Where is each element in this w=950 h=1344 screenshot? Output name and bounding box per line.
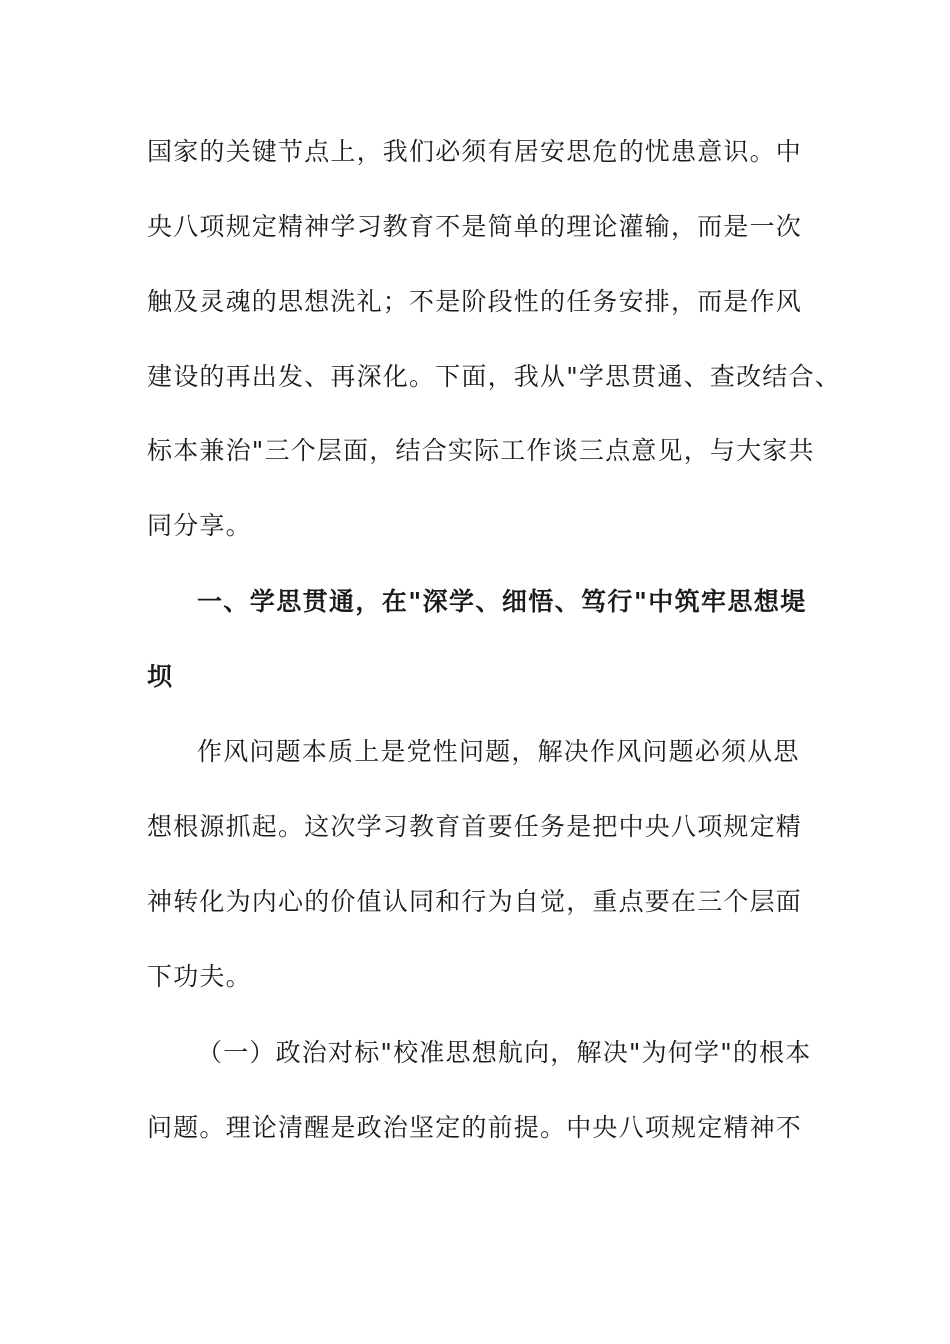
text-line: 国家的关键节点上，我们必须有居安思危的忧患意识。中 xyxy=(147,137,803,166)
text-line: 建设的再出发、再深化。下面，我从"学思贯通、查改结合、 xyxy=(147,362,841,391)
text-line: 触及灵魂的思想洗礼；不是阶段性的任务安排，而是作风 xyxy=(147,287,803,316)
text-line: 作风问题本质上是党性问题，解决作风问题必须从思 xyxy=(197,737,800,766)
text-line: 想根源抓起。这次学习教育首要任务是把中央八项规定精 xyxy=(147,812,803,841)
text-line: 同分享。 xyxy=(147,511,252,540)
heading-line: 一、学思贯通，在"深学、细悟、笃行"中筑牢思想堤 xyxy=(197,587,807,616)
heading-line: 坝 xyxy=(147,662,174,691)
text-line: 央八项规定精神学习教育不是简单的理论灌输，而是一次 xyxy=(147,212,803,241)
text-line: 下功夫。 xyxy=(147,962,252,991)
text-line: （一）政治对标"校准思想航向，解决"为何学"的根本 xyxy=(197,1038,812,1067)
text-line: 神转化为内心的价值认同和行为自觉，重点要在三个层面 xyxy=(147,887,803,916)
text-line: 标本兼治"三个层面，结合实际工作谈三点意见，与大家共 xyxy=(147,436,815,465)
text-line: 问题。理论清醒是政治坚定的前提。中央八项规定精神不 xyxy=(147,1113,803,1142)
